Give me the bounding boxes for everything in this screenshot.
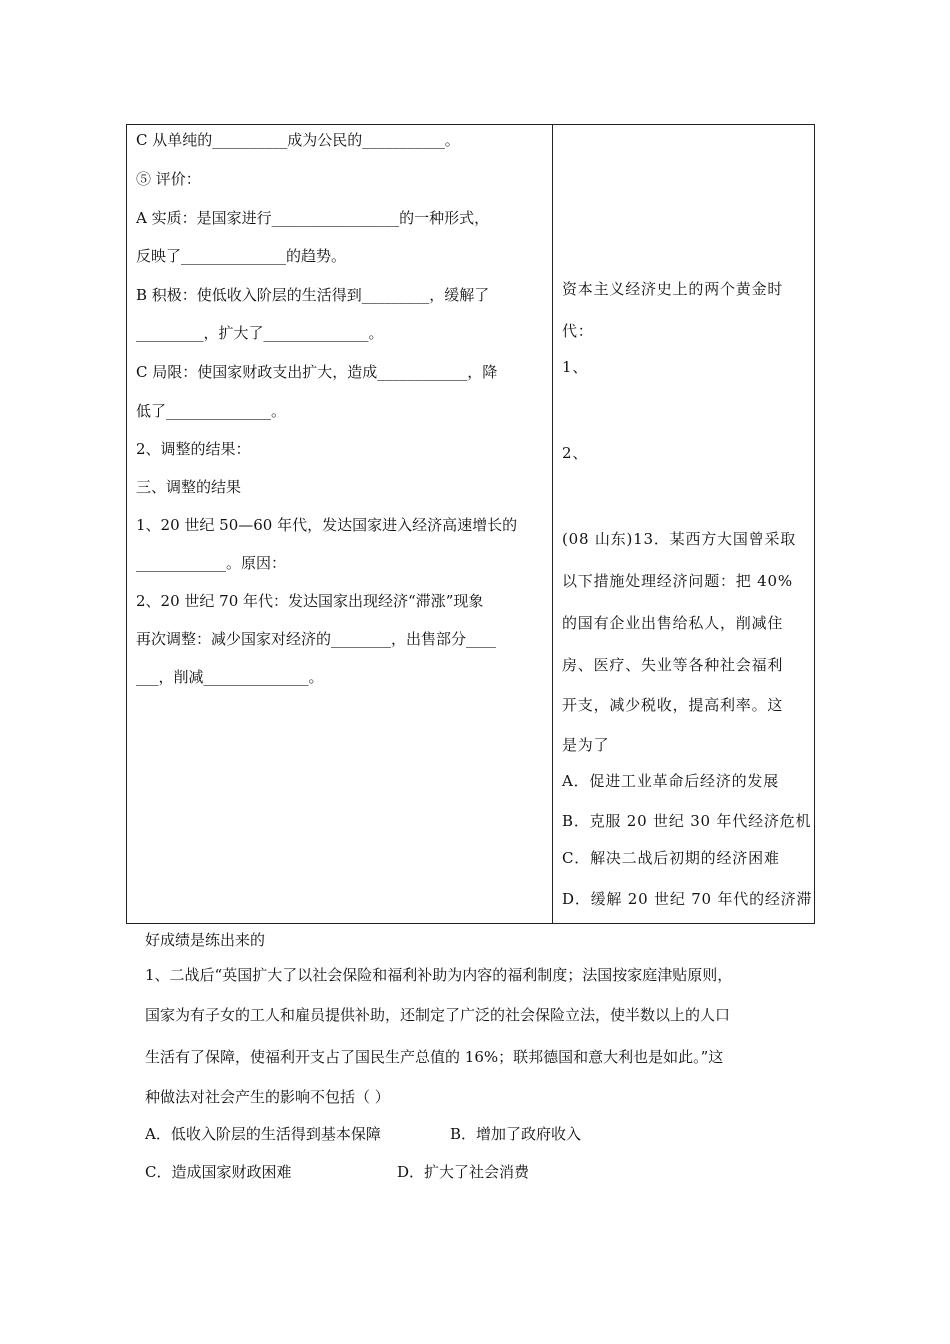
left-line-10: 三、调整的结果 <box>136 478 242 496</box>
right-line-13: C．解决二战后初期的经济困难 <box>562 849 780 867</box>
option-c: C．造成国家财政困难 <box>145 1163 292 1181</box>
right-line-9: 开支，减少税收，提高利率。这 <box>562 696 784 714</box>
right-line-7: 的国有企业出售给私人，削减住 <box>562 614 784 632</box>
left-line-15: ___，削减______________。 <box>136 668 324 686</box>
left-line-1: C 从单纯的__________成为公民的___________。 <box>136 131 460 149</box>
question-line-1: 1、二战后“英国扩大了以社会保险和福利补助为内容的福利制度；法国按家庭津贴原则， <box>145 966 733 984</box>
left-line-6: _________，扩大了______________。 <box>136 324 384 342</box>
right-line-4: 2、 <box>562 444 589 462</box>
question-line-2: 国家为有子女的工人和雇员提供补助，还制定了广泛的社会保险立法，使半数以上的人口 <box>145 1006 731 1024</box>
right-line-8: 房、医疗、失业等各种社会福利 <box>562 656 784 674</box>
right-line-11: A．促进工业革命后经济的发展 <box>562 772 780 790</box>
left-line-11: 1、20 世纪 50—60 年代，发达国家进入经济高速增长的 <box>136 516 518 534</box>
left-line-8: 低了______________。 <box>136 402 287 420</box>
left-line-9: 2、调整的结果： <box>136 440 251 458</box>
option-a: A．低收入阶层的生活得到基本保障 <box>145 1125 381 1143</box>
notes-table <box>126 124 815 924</box>
right-line-6: 以下措施处理经济问题：把 40% <box>562 572 793 590</box>
question-line-4: 种做法对社会产生的影响不包括（ ） <box>145 1088 390 1106</box>
option-d: D．扩大了社会消费 <box>397 1163 530 1181</box>
left-line-3: A 实质：是国家进行_________________的一种形式， <box>136 209 490 227</box>
right-line-2: 代： <box>562 322 594 340</box>
option-b: B．增加了政府收入 <box>450 1125 582 1143</box>
right-line-12: B．克服 20 世纪 30 年代经济危机 <box>562 812 812 830</box>
question-line-3: 生活有了保障，使福利开支占了国民生产总值的 16%；联邦德国和意大利也是如此。”这 <box>145 1048 724 1066</box>
left-line-5: B 积极：使低收入阶层的生活得到_________，缓解了 <box>136 286 490 304</box>
right-line-5: (08 山东)13．某西方大国曾采取 <box>562 530 797 548</box>
column-divider <box>552 125 553 923</box>
left-line-14: 再次调整：减少国家对经济的________，出售部分____ <box>136 630 497 648</box>
right-line-14: D．缓解 20 世纪 70 年代的经济滞 <box>562 890 813 908</box>
left-line-12: ____________。原因： <box>136 554 287 572</box>
left-line-7: C 局限：使国家财政支出扩大，造成____________，降 <box>136 363 498 381</box>
right-line-1: 资本主义经济史上的两个黄金时 <box>562 280 784 298</box>
left-line-4: 反映了______________的趋势。 <box>136 247 347 265</box>
practice-heading: 好成绩是练出来的 <box>145 931 266 949</box>
right-line-10: 是为了 <box>562 736 610 754</box>
right-line-3: 1、 <box>562 358 589 376</box>
left-line-13: 2、20 世纪 70 年代：发达国家出现经济“滞涨”现象 <box>136 592 484 610</box>
left-line-2: ⑤ 评价： <box>136 170 201 188</box>
